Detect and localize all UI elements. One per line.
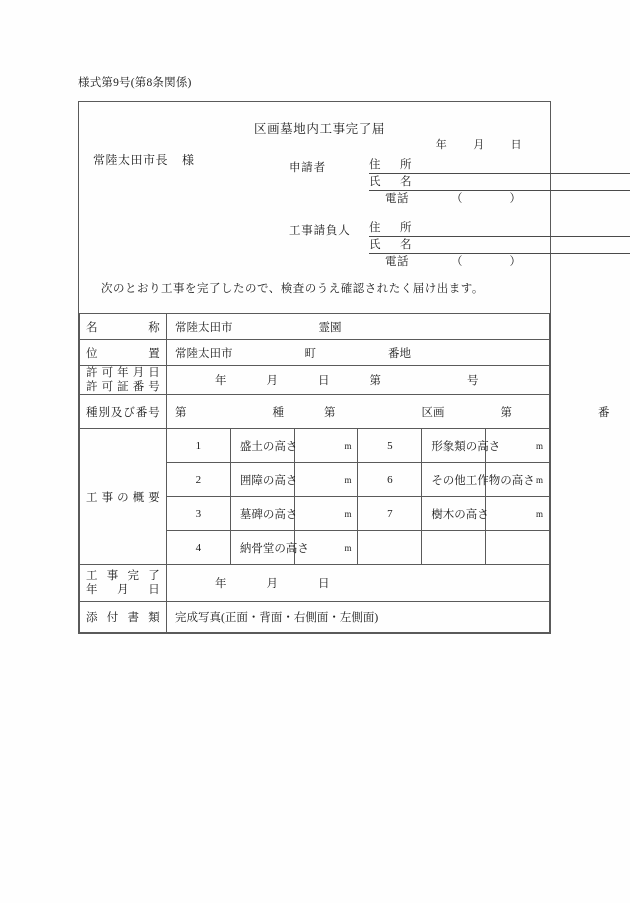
applicant-phone-value: （ ） <box>451 193 529 205</box>
permit-row-value-cell[interactable] <box>167 366 550 395</box>
contractor-phone-label: 電話 <box>385 256 409 268</box>
summary-item-8-empty <box>422 531 486 565</box>
summary-number-7: 7 <box>358 497 422 531</box>
table-row-type <box>80 395 550 429</box>
summary-item-6: その他工作物の高さ <box>422 463 486 497</box>
completion-row-month: 月 <box>266 578 278 590</box>
summary-item-2: 囲障の高さ <box>230 463 294 497</box>
summary-number-5: 5 <box>358 429 422 463</box>
location-row-label: 位置 <box>86 347 160 360</box>
type-row-dai3: 第 <box>500 406 512 419</box>
summary-number-2: 2 <box>167 463 231 497</box>
location-row-city: 常陸太田市 <box>175 347 233 360</box>
contractor-address-label: 住 所 <box>369 222 416 234</box>
summary-item-4: 納骨堂の高さ <box>230 531 294 565</box>
table-row-location <box>80 340 550 366</box>
declaration-statement: 次のとおり工事を完了したので、検査のうえ確認されたく届け出ます。 <box>101 283 484 295</box>
header-date-year: 年 <box>435 139 448 151</box>
form-table <box>79 313 610 633</box>
type-row-kukaku: 区画 <box>421 406 445 419</box>
name-row-suffix: 霊園 <box>318 321 342 334</box>
summary-item-3: 墓碑の高さ <box>230 497 294 531</box>
summary-value-8-empty[interactable] <box>486 531 550 565</box>
summary-value-3[interactable]: m <box>294 497 358 531</box>
completion-row-year: 年 <box>215 578 227 590</box>
summary-value-7[interactable]: m <box>486 497 550 531</box>
applicant-phone-row[interactable] <box>369 191 630 207</box>
summary-item-1: 盛土の高さ <box>230 429 294 463</box>
summary-number-3: 3 <box>167 497 231 531</box>
addressee-honorific: 様 <box>182 153 195 167</box>
table-row-attachment <box>80 602 550 633</box>
document-title: 区画墓地内工事完了届 <box>253 122 385 136</box>
completion-row-day: 日 <box>318 578 330 590</box>
completion-row-value-cell[interactable] <box>167 565 550 602</box>
form-outer-box <box>78 101 610 634</box>
applicant-name-label: 氏 名 <box>369 176 416 188</box>
completion-row-label-line1: 工事完了 <box>86 570 160 582</box>
location-row-town: 町 <box>304 347 316 360</box>
contractor-name-label: 氏 名 <box>369 239 416 251</box>
summary-item-7: 樹木の高さ <box>422 497 486 531</box>
location-row-value-cell[interactable] <box>167 340 550 366</box>
applicant-address-row[interactable] <box>369 157 630 174</box>
contractor-name-row[interactable] <box>369 237 630 254</box>
location-row-banchi: 番地 <box>388 347 411 360</box>
summary-value-5[interactable]: m <box>486 429 550 463</box>
applicant-rows <box>369 157 630 207</box>
summary-number-6: 6 <box>358 463 422 497</box>
applicant-phone-label: 電話 <box>385 193 409 205</box>
completion-row-label-cell <box>80 565 167 602</box>
applicant-address-label: 住 所 <box>369 159 416 171</box>
name-row-city: 常陸太田市 <box>175 321 233 334</box>
permit-row-day: 日 <box>318 375 330 387</box>
table-row-permit <box>80 366 550 395</box>
attachment-row-value: 完成写真(正面・背面・右側面・左側面) <box>175 612 379 624</box>
permit-row-label-cell <box>80 366 167 395</box>
permit-row-dai: 第 <box>369 375 381 387</box>
summary-value-4[interactable]: m <box>294 531 358 565</box>
contractor-address-row[interactable] <box>369 220 630 237</box>
contractor-rows <box>369 220 630 270</box>
type-row-dai2: 第 <box>324 406 336 419</box>
type-row-ban: 番 <box>598 406 610 419</box>
name-row-label: 名称 <box>86 321 160 334</box>
applicant-title: 申請者 <box>289 162 326 174</box>
table-row-summary-1 <box>80 429 550 463</box>
permit-row-month: 月 <box>266 375 278 387</box>
permit-row-year: 年 <box>215 375 227 387</box>
type-row-value-cell[interactable] <box>167 395 610 429</box>
contractor-phone-row[interactable] <box>369 254 630 270</box>
attachment-row-label: 添付書類 <box>86 612 160 624</box>
addressee-name: 常陸太田市長 <box>93 153 169 167</box>
header-date-month: 月 <box>473 139 485 151</box>
type-row-dai1: 第 <box>175 406 187 419</box>
summary-label: 工事の概要 <box>86 491 160 504</box>
name-row-value-cell[interactable] <box>167 314 550 340</box>
name-row-label-cell <box>80 314 167 340</box>
summary-item-5: 形象類の高さ <box>422 429 486 463</box>
contractor-title: 工事請負人 <box>289 225 351 237</box>
applicant-name-row[interactable] <box>369 174 630 191</box>
table-row-name <box>80 314 550 340</box>
permit-row-label-line1: 許可年月日 <box>86 367 160 379</box>
permit-row-label-line2: 許可証番号 <box>86 381 160 393</box>
form-header-area <box>79 102 550 313</box>
addressee-line <box>93 151 195 168</box>
form-code-label: 様式第9号(第8条関係) <box>78 77 192 89</box>
permit-row-gou: 号 <box>467 375 479 387</box>
type-row-label: 種別及び番号 <box>86 406 160 419</box>
location-row-label-cell <box>80 340 167 366</box>
type-row-label-cell <box>80 395 167 429</box>
type-row-shu: 種 <box>272 406 284 419</box>
summary-value-6[interactable]: m <box>486 463 550 497</box>
attachment-row-value-cell[interactable] <box>167 602 550 633</box>
summary-number-1: 1 <box>167 429 231 463</box>
contractor-phone-value: （ ） <box>451 256 529 268</box>
summary-number-4: 4 <box>167 531 231 565</box>
summary-value-1[interactable]: m <box>294 429 358 463</box>
header-date-line <box>436 136 522 152</box>
table-row-completion <box>80 565 550 602</box>
header-date-day: 日 <box>510 139 522 151</box>
applicant-block <box>289 157 630 207</box>
attachment-row-label-cell <box>80 602 167 633</box>
contractor-block <box>289 220 630 270</box>
summary-value-2[interactable]: m <box>294 463 358 497</box>
completion-row-label-line2: 年 月 日 <box>86 584 160 596</box>
summary-number-8-empty <box>358 531 422 565</box>
summary-label-cell <box>80 429 167 565</box>
